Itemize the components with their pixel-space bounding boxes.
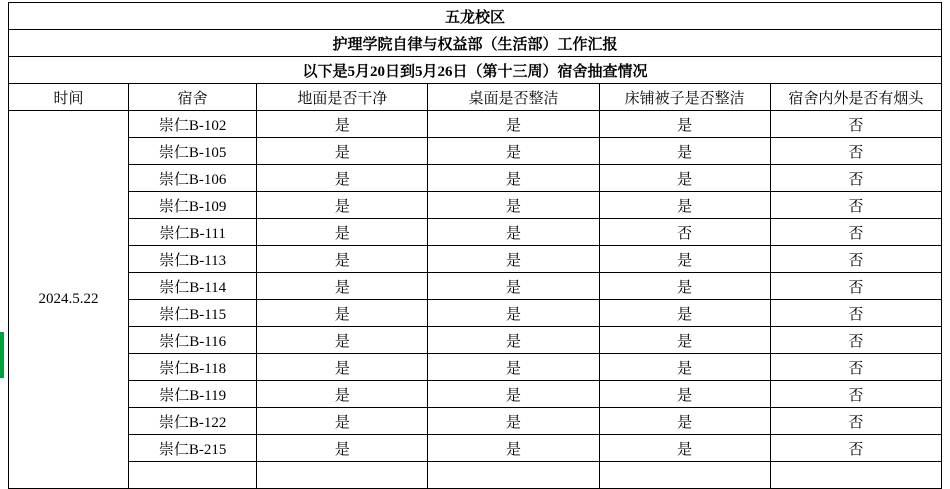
cell-desk-tidy: 是 bbox=[428, 219, 599, 246]
table-row bbox=[9, 246, 942, 273]
table-row bbox=[9, 165, 942, 192]
cell-bed-tidy: 是 bbox=[599, 435, 770, 462]
cell-bed-tidy: 是 bbox=[599, 246, 770, 273]
cell-desk-tidy: 是 bbox=[428, 408, 599, 435]
cell-floor-clean bbox=[257, 462, 428, 489]
cell-desk-tidy: 是 bbox=[428, 192, 599, 219]
cell-bed-tidy: 是 bbox=[599, 300, 770, 327]
cell-floor-clean: 是 bbox=[257, 192, 428, 219]
header-dorm: 宿舍 bbox=[129, 84, 257, 111]
cell-smoking: 否 bbox=[770, 192, 941, 219]
cell-desk-tidy: 是 bbox=[428, 138, 599, 165]
cell-desk-tidy: 是 bbox=[428, 354, 599, 381]
cell-dorm: 崇仁B-111 bbox=[129, 219, 257, 246]
header-floor-clean: 地面是否干净 bbox=[257, 84, 428, 111]
cell-dorm: 崇仁B-215 bbox=[129, 435, 257, 462]
cell-floor-clean: 是 bbox=[257, 435, 428, 462]
report-title-row bbox=[9, 30, 942, 57]
cell-bed-tidy bbox=[599, 462, 770, 489]
range-title: 以下是5月20日到5月26日（第十三周）宿舍抽查情况 bbox=[9, 57, 942, 84]
row-selection-marker bbox=[0, 332, 4, 378]
header-bed-tidy: 床铺被子是否整洁 bbox=[599, 84, 770, 111]
table-row bbox=[9, 192, 942, 219]
cell-smoking bbox=[770, 462, 941, 489]
cell-floor-clean: 是 bbox=[257, 300, 428, 327]
cell-smoking: 否 bbox=[770, 408, 941, 435]
table-row bbox=[9, 219, 942, 246]
header-time: 时间 bbox=[9, 84, 129, 111]
cell-bed-tidy: 否 bbox=[599, 219, 770, 246]
cell-desk-tidy: 是 bbox=[428, 111, 599, 138]
cell-floor-clean: 是 bbox=[257, 219, 428, 246]
table-row bbox=[9, 354, 942, 381]
table-header-row bbox=[9, 84, 942, 111]
campus-title: 五龙校区 bbox=[9, 3, 942, 30]
cell-floor-clean: 是 bbox=[257, 408, 428, 435]
cell-smoking: 否 bbox=[770, 111, 941, 138]
cell-desk-tidy: 是 bbox=[428, 435, 599, 462]
table-row bbox=[9, 300, 942, 327]
cell-desk-tidy: 是 bbox=[428, 165, 599, 192]
cell-bed-tidy: 是 bbox=[599, 138, 770, 165]
cell-desk-tidy: 是 bbox=[428, 300, 599, 327]
dorm-inspection-table bbox=[8, 2, 942, 489]
header-desk-tidy: 桌面是否整洁 bbox=[428, 84, 599, 111]
cell-bed-tidy: 是 bbox=[599, 111, 770, 138]
cell-smoking: 否 bbox=[770, 273, 941, 300]
cell-floor-clean: 是 bbox=[257, 273, 428, 300]
cell-floor-clean: 是 bbox=[257, 165, 428, 192]
table-row bbox=[9, 462, 942, 489]
cell-dorm: 崇仁B-115 bbox=[129, 300, 257, 327]
cell-smoking: 否 bbox=[770, 165, 941, 192]
cell-bed-tidy: 是 bbox=[599, 165, 770, 192]
campus-title-row bbox=[9, 3, 942, 30]
cell-dorm: 崇仁B-114 bbox=[129, 273, 257, 300]
cell-smoking: 否 bbox=[770, 381, 941, 408]
cell-smoking: 否 bbox=[770, 435, 941, 462]
cell-dorm bbox=[129, 462, 257, 489]
cell-dorm: 崇仁B-102 bbox=[129, 111, 257, 138]
cell-bed-tidy: 是 bbox=[599, 192, 770, 219]
cell-bed-tidy: 是 bbox=[599, 408, 770, 435]
cell-dorm: 崇仁B-116 bbox=[129, 327, 257, 354]
cell-bed-tidy: 是 bbox=[599, 273, 770, 300]
cell-dorm: 崇仁B-122 bbox=[129, 408, 257, 435]
cell-smoking: 否 bbox=[770, 300, 941, 327]
spreadsheet-sheet bbox=[0, 2, 950, 471]
cell-desk-tidy bbox=[428, 462, 599, 489]
cell-dorm: 崇仁B-105 bbox=[129, 138, 257, 165]
cell-smoking: 否 bbox=[770, 327, 941, 354]
cell-smoking: 否 bbox=[770, 138, 941, 165]
cell-floor-clean: 是 bbox=[257, 381, 428, 408]
cell-smoking: 否 bbox=[770, 354, 941, 381]
cell-smoking: 否 bbox=[770, 246, 941, 273]
cell-smoking: 否 bbox=[770, 219, 941, 246]
cell-floor-clean: 是 bbox=[257, 138, 428, 165]
cell-dorm: 崇仁B-109 bbox=[129, 192, 257, 219]
table-row bbox=[9, 327, 942, 354]
report-title: 护理学院自律与权益部（生活部）工作汇报 bbox=[9, 30, 942, 57]
table-row bbox=[9, 138, 942, 165]
range-title-row bbox=[9, 57, 942, 84]
cell-dorm: 崇仁B-119 bbox=[129, 381, 257, 408]
cell-floor-clean: 是 bbox=[257, 111, 428, 138]
cell-desk-tidy: 是 bbox=[428, 246, 599, 273]
table-row bbox=[9, 435, 942, 462]
cell-desk-tidy: 是 bbox=[428, 327, 599, 354]
table-row bbox=[9, 273, 942, 300]
cell-dorm: 崇仁B-113 bbox=[129, 246, 257, 273]
cell-bed-tidy: 是 bbox=[599, 354, 770, 381]
cell-bed-tidy: 是 bbox=[599, 327, 770, 354]
cell-desk-tidy: 是 bbox=[428, 273, 599, 300]
table-row bbox=[9, 111, 942, 138]
cell-desk-tidy: 是 bbox=[428, 381, 599, 408]
cell-bed-tidy: 是 bbox=[599, 381, 770, 408]
table-row bbox=[9, 408, 942, 435]
table-row bbox=[9, 381, 942, 408]
header-smoking: 宿舍内外是否有烟头 bbox=[770, 84, 941, 111]
cell-floor-clean: 是 bbox=[257, 246, 428, 273]
cell-floor-clean: 是 bbox=[257, 354, 428, 381]
date-cell: 2024.5.22 bbox=[9, 111, 129, 489]
cell-dorm: 崇仁B-106 bbox=[129, 165, 257, 192]
cell-floor-clean: 是 bbox=[257, 327, 428, 354]
cell-dorm: 崇仁B-118 bbox=[129, 354, 257, 381]
